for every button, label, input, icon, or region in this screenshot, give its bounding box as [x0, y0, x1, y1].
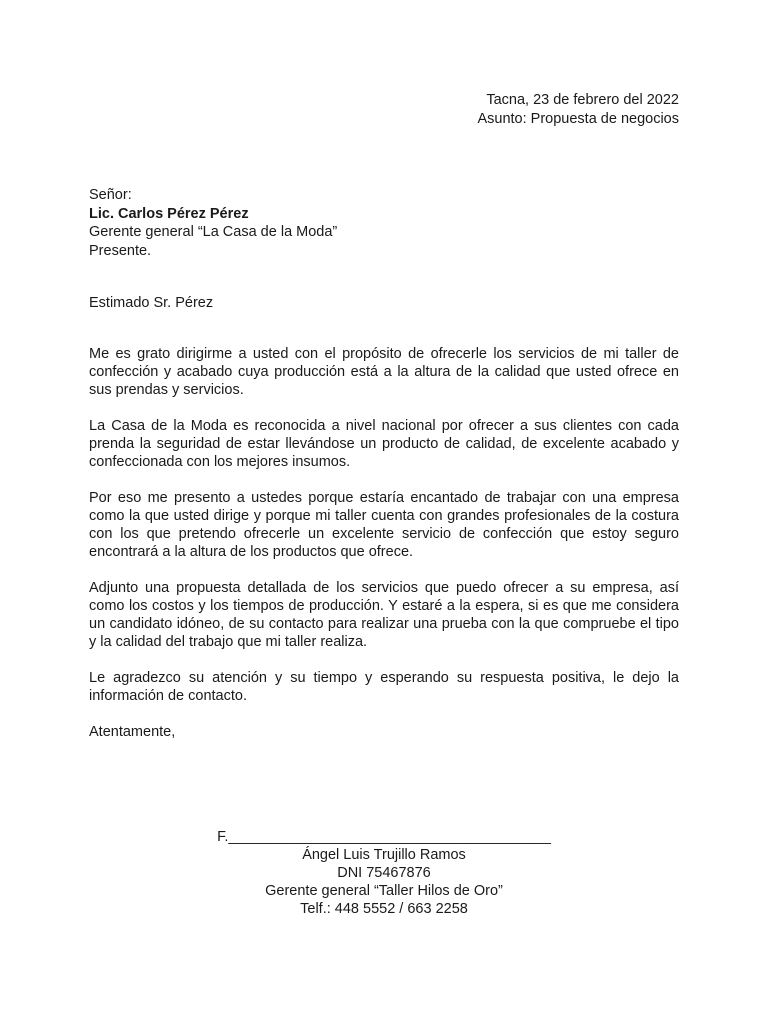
paragraph-company: La Casa de la Moda es reconocida a nivel nacional por ofrecer a sus clientes con cada prenda la seguridad de estar llevándose un producto de calidad, de excelente acabado y confeccionada con los mejores insumos.	[89, 418, 679, 470]
paragraph-thanks: Le agradezco su atención y su tiempo y esperando su respuesta positiva, le dejo la información de contacto.	[89, 670, 679, 704]
place-date: Tacna, 23 de febrero del 2022	[486, 92, 679, 108]
letter-header	[477, 91, 679, 129]
recipient-name: Lic. Carlos Pérez Pérez	[89, 205, 249, 222]
signature-block	[0, 828, 768, 918]
signature-line: F.________________________________________	[217, 829, 551, 845]
greeting: Estimado Sr. Pérez	[89, 295, 214, 311]
paragraph-intro: Me es grato dirigirme a usted con el propósito de ofrecerle los servicios de mi taller de confección y acabado cuya producción está a la altura de la calidad que usted ofrece en sus prendas y servicios.	[89, 346, 679, 398]
recipient-presente: Presente.	[89, 242, 152, 259]
paragraph-proposal: Adjunto una propuesta detallada de los servicios que puedo ofrecer a su empresa, así como los costos y los tiempos de producción. Y estaré a la espera, si es que me considera un candidato idóneo, de su contacto para realizar una prueba con la que compruebe el tipo y la calidad del trabajo que mi taller realiza.	[89, 580, 679, 650]
signer-title: Gerente general “Taller Hilos de Oro”	[265, 883, 503, 899]
subject-line: Asunto: Propuesta de negocios	[477, 111, 679, 127]
recipient-position: Gerente general “La Casa de la Moda”	[89, 224, 338, 240]
closing: Atentamente,	[89, 724, 176, 740]
recipient-salutation: Señor:	[89, 187, 132, 203]
signer-phone: Telf.: 448 5552 / 663 2258	[300, 901, 468, 917]
paragraph-offer: Por eso me presento a ustedes porque estaría encantado de trabajar con una empresa como la que usted dirige y porque mi taller cuenta con grandes profesionales de la costura con los que pretendo ofrecerle un excelente servicio de confección que estoy seguro encontrará a la altura de los productos que ofrece.	[89, 490, 679, 560]
recipient-block	[89, 186, 337, 260]
signer-name: Ángel Luis Trujillo Ramos	[302, 847, 466, 863]
signer-dni: DNI 75467876	[337, 865, 431, 881]
letter-body	[89, 294, 679, 741]
